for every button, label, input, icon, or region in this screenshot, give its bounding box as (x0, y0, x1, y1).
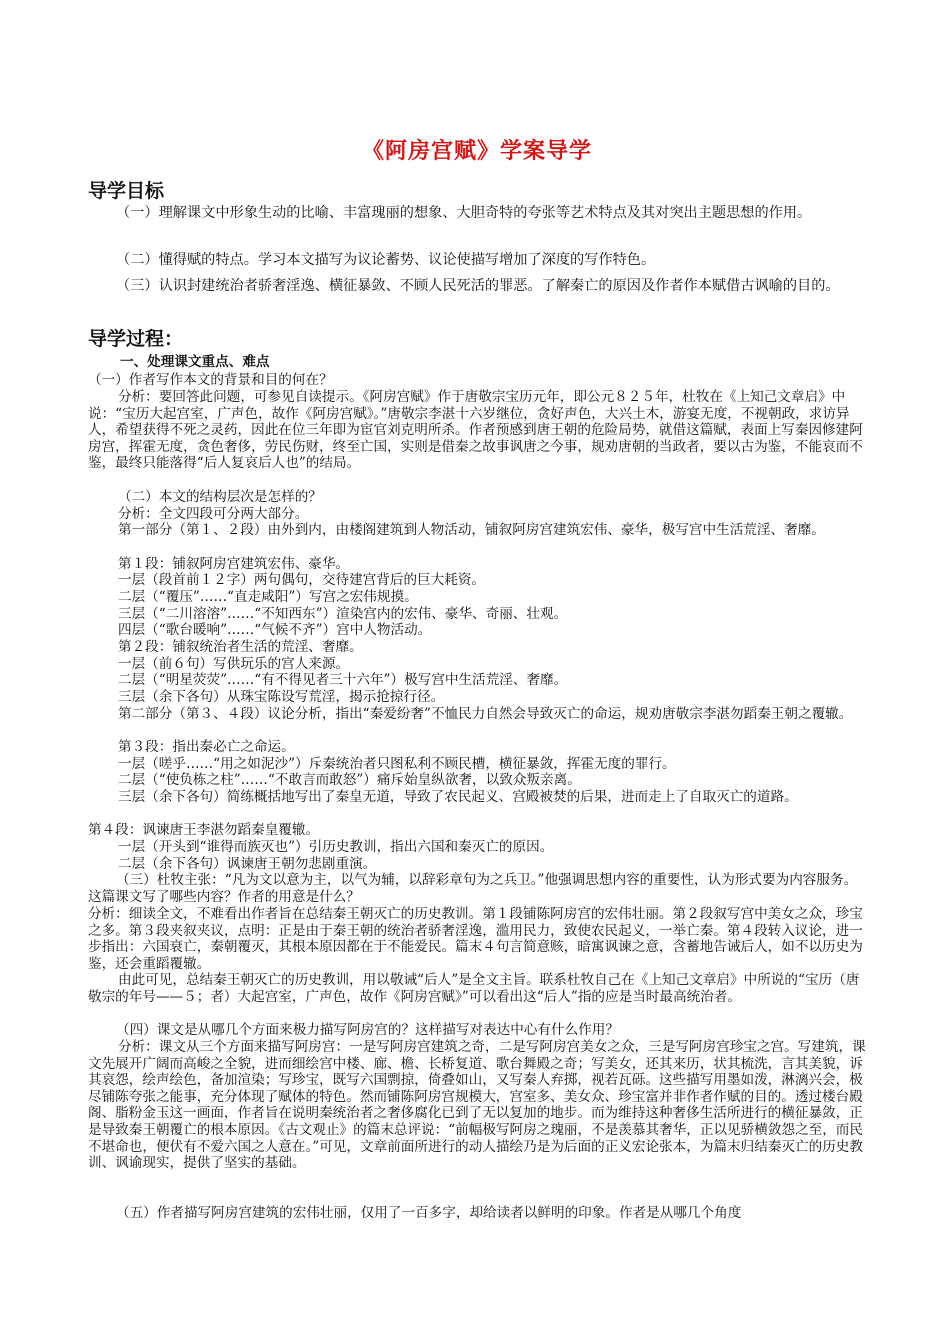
outline-line: 第４段：讽谏唐王李湛勿蹈秦皇覆辙。 (88, 822, 320, 838)
question: （三）杜牧主张：“凡为文以意为主，以气为辅，以辞彩章句为之兵卫。”他强调思想内容的重要性，认为形式要为内容服务。这篇课文写了哪些内容？作者的用意是什么？ (88, 872, 858, 905)
outline-line: 一层（嗟乎……“用之如泥沙”）斥秦统治者只图私利不顾民槽，横征暴敛，挥霍无度的罪行。 (118, 756, 676, 772)
outline-line: 二层（“明星荧荧”……“有不得见者三十六年”）极写宫中生活荒淫、奢靡。 (118, 672, 568, 688)
outline-line: 三层（余下各句）从珠宝陈设写荒淫，揭示抢掠行径。 (118, 689, 445, 705)
analysis-paragraph: 分析：课文从三个方面来描写阿房宫：一是写阿房宫建筑之奇，二是写阿房宫美女之众，三是写阿房宫珍宝之宫。写建筑，课文先展开广阔而高峻之全貌，进而细绘宫中楼、廊、檐、长桥复道、歌台舞殿之奇；写美女，还其来历，状其梳洗，言其美貌，诉其哀怨，绘声绘色，备加渲染；写珍宝，既写六国剽掠，倚叠如山，又写秦人弃掷，视若瓦砾。这些描写用墨如泼，淋漓兴会，极尽铺陈夸张之能事，充分体现了赋体的特色。然而铺陈阿房宫规模大，宫室多、美女众、珍宝富并非作者作赋的目的。透过楼台殿阁、脂粉金玉这一画面，作者旨在说明秦统治者之奢侈腐化已到了无以复加的地步。而为维持这种奢侈生活所进行的横征暴敛，正是导致秦王朝覆亡的根本原因。《古文观止》的篇末总评说：“前幅极写阿房之瑰丽，不是羡慕其奢华，正以见骄横敛怨之至，而民不堪命也，便伏有不爱六国之人意在。”可见，文章前面所进行的动人描绘乃是为后面的正义宏论张本，为篇末归结秦灭亡的历史教训、讽谕现实，提供了坚实的基础。 (88, 1039, 866, 1172)
question: （四）课文是从哪几个方面来极力描写阿房宫的？这样描写对表达中心有什么作用？ (116, 1022, 619, 1038)
outline-line: 第３段：指出秦必亡之命运。 (118, 739, 295, 755)
outline-line: 一层（段首前１２字）两句偶句，交待建宫背后的巨大耗资。 (118, 572, 486, 588)
question: （一）作者写作本文的背景和目的何在？ (88, 372, 333, 388)
outline-line: 第１段：铺叙阿房宫建筑宏伟、豪华。 (118, 556, 350, 572)
process-heading: 导学过程： (88, 328, 184, 350)
outline-line: 二层（余下各句）讽谏唐王朝勿悲剧重演。 (118, 856, 377, 872)
question: （二）本文的结构层次是怎样的？ (118, 489, 322, 505)
analysis-paragraph: 分析：要回答此问题，可参见自读提示。《阿房宫赋》作于唐敬宗宝历元年，即公元８２５年，杜牧在《上知己文章启》中说：“宝历大起宫室，广声色，故作《阿房宫赋》。”唐敬宗李湛十六岁继位，贪好声色，大兴土木，游宴无度，不视朝政，求访异人，希望获得不死之灵药，因此在位三年即为宦官刘克明所杀。作者预感到唐王朝的危险局势，就借这篇赋，表面上写秦因修建阿房宫，挥霍无度，贪色奢侈，劳民伤财，终至亡国，实则是借秦之故事讽唐之今事，规劝唐朝的当政者，要以古为鉴，不能哀而不鉴，最终只能落得“后人复哀后人也”的结局。 (88, 389, 863, 472)
outline-line: 三层（余下各句）简练概括地写出了秦皇无道，导致了农民起义、宫殿被焚的后果，进而走上了自取灭亡的道路。 (118, 789, 798, 805)
analysis-paragraph: 第一部分（第１、２段）由外到内，由楼阁建筑到人物活动，铺叙阿房宫建筑宏伟、豪华，极写宫中生活荒淫、奢靡。 (118, 522, 825, 538)
analysis-paragraph: 分析：全文四段可分两大部分。 (118, 506, 309, 522)
outline-line: 一层（前６句）写供玩乐的宫人来源。 (118, 656, 350, 672)
question: （五）作者描写阿房宫建筑的宏伟壮丽，仅用了一百多字，却给读者以鲜明的印象。作者是从哪几个角度 (116, 1205, 742, 1221)
outline-line: 一层（开头到“谁得而族灭也”）引历史教训，指出六国和秦灭亡的原因。 (118, 839, 554, 855)
goal-item: （二）懂得赋的特点。学习本文描写为议论蓄势、议论使描写增加了深度的写作特色。 (116, 252, 656, 268)
analysis-paragraph: 第二部分（第３、４段）议论分析，指出“秦爱纷奢”不恤民力自然会导致灭亡的命运，规劝唐敬宗李湛勿蹈秦王朝之覆辙。 (118, 706, 853, 722)
outline-line: 三层（“二川溶溶”……“不知西东”）渲染宫内的宏伟、豪华、奇丽、壮观。 (118, 606, 568, 622)
outline-line: 四层（“歌台暖响”……“气候不齐”）宫中人物活动。 (118, 622, 432, 638)
section-heading: 一、处理课文重点、难点 (120, 354, 270, 370)
outline-line: 二层（“使负栋之柱”……“不敢言而敢怒”）痛斥始皇纵欲奢，以致众叛亲离。 (118, 772, 581, 788)
goal-item: （三）认识封建统治者骄奢淫逸、横征暴敛、不顾人民死活的罪恶。了解秦亡的原因及作者作本赋借古讽喻的目的。 (116, 278, 840, 294)
goals-heading: 导学目标 (88, 180, 165, 202)
analysis-paragraph: 由此可见，总结秦王朝灭亡的历史教训，用以敬诫“后人”是全文主旨。联系杜牧自己在《上知己文章启》中所说的“宝历（唐敬宗的年号——５；者）大起宫室，广声色，故作《阿房宫赋》”可以看出这“后人”指的应是当时最高统治者。 (88, 972, 860, 1005)
document-title: 《阿房宫赋》学案导学 (361, 139, 592, 164)
analysis-paragraph: 分析：细读全文，不难看出作者旨在总结秦王朝灭亡的历史教训。第１段铺陈阿房宫的宏伟壮丽。第２段叙写宫中美女之众，珍宝之多。第３段夹叙夹议，点明：正是由于秦王朝的统治者骄奢淫逸，滥用民力，致使农民起义，一举亡秦。第４段转入议论，进一步指出：六国衰亡，秦朝覆灭，其根本原因都在于不能爱民。篇末４句言简意赅，暗寓讽谏之意，含蓄地告诫后人，如不以历史为鉴，还会重蹈覆辙。 (88, 906, 863, 972)
goal-item: （一）理解课文中形象生动的比喻、丰富瑰丽的想象、大胆奇特的夸张等艺术特点及其对突出主题思想的作用。 (116, 205, 812, 221)
outline-line: 二层（“覆压”……“直走咸阳”）写宫之宏伟规摸。 (118, 589, 418, 605)
outline-line: 第２段：铺叙统治者生活的荒淫、奢靡。 (118, 639, 363, 655)
